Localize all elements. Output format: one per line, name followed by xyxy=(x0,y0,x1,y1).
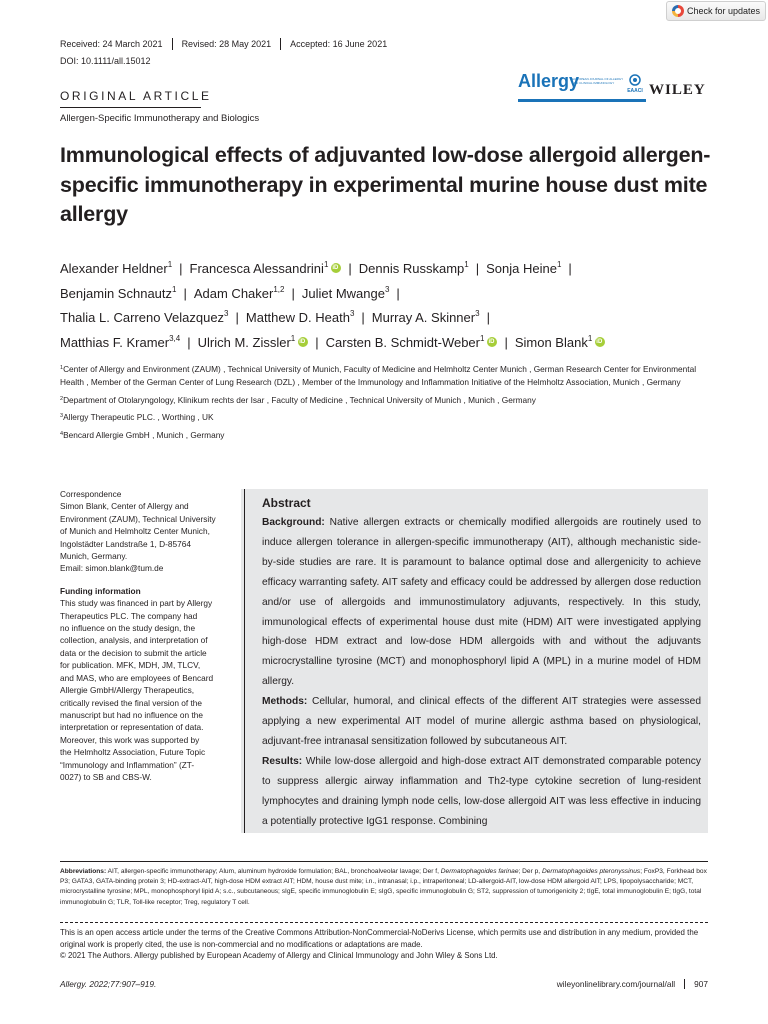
funding-line: for publication. MFK, MDH, JM, TLCV, xyxy=(60,660,201,671)
citation: Allergy. 2022;77:907–919. xyxy=(60,979,157,989)
author[interactable]: Benjamin Schnautz$^1$ xyxy=(60,284,177,301)
author[interactable]: Dennis Russkamp$^1$ xyxy=(358,260,469,276)
abbreviations: Abbreviations: AIT, allergen-specific immunotherapy; Alum, aluminum hydroxide formulation; BAL, bronchoalveolar lavage; Der f, Dermatophagoides farinae; Der p, Dermatophagoides pteronyssinus; FoxP3, Forkhead box P3; GATA3, GATA-binding protein 3; HD-extract-AIT, high-dose HDM extract AIT; HDM, house dust mite; i.n., intranasal; i.p., intraperitoneal; LD-allergoid-AIT, low-dose HDM allergoid AIT; LPS, lipopolysaccharide; MCT, microcrystalline tyrosine; MPL, monophosphoryl lipid A; s.c., subcutaneous; sIgE, specific immunoglobulin E; sIgG, specific immunoglobulin G; ST2, suppression of tumorigenicity 2; tIgE, total immunoglobulin E; tIgG, total immunoglobulin G; TLR, Toll-like receptor; Treg, regulatory T cell. xyxy=(60,868,707,906)
correspondence-heading: Correspondence xyxy=(60,489,122,499)
article-type: ORIGINAL ARTICLE xyxy=(60,89,212,103)
eaaci-logo-icon xyxy=(624,73,646,93)
funding-line: data or the decision to submit the article xyxy=(60,647,207,658)
affiliations xyxy=(60,363,720,446)
license-text[interactable]: This is an open access article under the terms of the Creative Commons Attribution-NonCommercial-NoDerivs License, which permits use and distribution in any medium, provided the original work is properly cited, the use is non-commercial and no modifications or adaptations are made. xyxy=(60,928,699,949)
author[interactable]: Juliet Mwange$^3$ xyxy=(301,284,390,301)
check-for-updates-label: Check for updates xyxy=(687,6,761,16)
author-list: Alexander Heldner$^1$ | Francesca Alessandrini$^1$iD | Dennis Russkamp$^1$ | Sonja Heine$^1$ | Benjamin Schnautz$^1$ | Adam Chaker$^{1,2}$ | Juliet Mwange$^3$ | Thalia L. Carreno Velazquez$^3$ | Matthew D. Heath$^3$ | Murray A. Skinner$^3$ | Matthias F. Kramer$^{3,4}$ | Ulrich M. Zissler$^1$iD | Carsten B. Schmidt-Weber$^1$iD | Simon Blank$^1$iD xyxy=(60,257,720,355)
abbreviations-label: Abbreviations: xyxy=(60,868,107,875)
doi[interactable]: DOI: 10.1111/all.15012 xyxy=(60,56,151,66)
background-label: Background: xyxy=(262,517,325,528)
logo-underline xyxy=(518,99,646,102)
author[interactable]: Alexander Heldner$^1$ xyxy=(60,260,173,276)
author[interactable]: Adam Chaker$^{1,2}$ xyxy=(193,284,285,301)
background-text: Native allergen extracts or chemically modified allergoids are routinely used to induce allergen tolerance in allergen-specific immunotherapy (AIT), although mechanistic side-by-side studies are rare. It is paramount to balance optimal dose and allergenicity to achieve efficacy warranting safety. AIT safety and efficacy could be addressed by allergen dose reduction and/or use of allergoids and immunostimulatory adjuvants, respectively. In this study, immunological effects of experimental house dust mite (HDM) AIT were investigated applying high-dose HDM extract and low-dose HDM allergoids with and without the adjuvants microcrystalline tyrosine (MCT) and monophosphoryl lipid A (MPL) in a murine model of HDM allergy. xyxy=(262,517,701,688)
journal-name: Allergy xyxy=(518,71,580,91)
funding-line: Allergie GmbH/Allergy Therapeutics, xyxy=(60,685,195,696)
crossmark-icon xyxy=(672,5,684,17)
orcid-icon[interactable] xyxy=(487,337,497,347)
journal-tagline: EUROPEAN JOURNAL OF ALLERGY AND CLINICAL IMMUNOLOGY xyxy=(572,77,624,85)
funding-line: Therapeutics PLC. The company had xyxy=(60,610,198,621)
funding-line: the Helmholtz Association, Future Topic xyxy=(60,747,206,758)
orcid-icon[interactable] xyxy=(595,337,605,347)
orcid-icon[interactable] xyxy=(298,337,308,347)
journal-url[interactable]: wileyonlinelibrary.com/journal/all xyxy=(556,979,676,989)
author[interactable]: Murray A. Skinner$^3$ xyxy=(371,309,480,325)
author[interactable]: Matthias F. Kramer$^{3,4}$ xyxy=(60,333,181,350)
orcid-icon[interactable] xyxy=(331,263,341,273)
author[interactable]: Ulrich M. Zissler$^1$iD xyxy=(198,335,309,350)
author[interactable]: Sonja Heine$^1$ xyxy=(486,260,562,276)
correspondence-line: Environment (ZAUM), Technical University xyxy=(60,513,216,524)
accepted-date: Accepted: 16 June 2021 xyxy=(280,38,396,50)
check-for-updates-button[interactable] xyxy=(666,1,766,21)
allergy-journal-logo xyxy=(518,69,646,99)
funding-line: “Immunology and Inflammation” (ZT- xyxy=(60,759,195,770)
author[interactable]: Simon Blank$^1$iD xyxy=(515,335,605,350)
correspondence-line: Ingolstädter Landstraße 1, D-85764 xyxy=(60,538,191,549)
affiliation: $^3$Allergy Therapeutic PLC. , Worthing , UK xyxy=(60,412,214,422)
eaaci-label: EAACI xyxy=(627,88,643,93)
affiliation: $^2$Department of Otolaryngology, Klinikum rechts der Isar , Faculty of Medicine , Technical University of Munich , Munich , Germany xyxy=(60,394,536,405)
methods-label: Methods: xyxy=(262,696,308,708)
funding-line: and MAS, who are employees of Bencard xyxy=(60,672,214,683)
methods-text: Cellular, humoral, and clinical effects of the different AIT strategies were assessed applying a new experimental AIT model of murine allergic asthma based on physiological, adjuvant-free intranasal sensitization followed by subcutaneous AIT. xyxy=(262,696,701,747)
funding-line: interpretation or representation of data. xyxy=(60,722,204,733)
correspondence-line: of Munich and Helmholtz Center Munich, xyxy=(60,526,210,537)
results-label: Results: xyxy=(262,755,303,767)
correspondence-line: Simon Blank, Center of Allergy and xyxy=(60,501,189,512)
revised-date: Revised: 28 May 2021 xyxy=(172,38,281,50)
article-type-rule xyxy=(60,107,201,108)
funding-heading: Funding information xyxy=(60,585,141,596)
correspondence-email[interactable]: Email: simon.blank@tum.de xyxy=(60,563,164,574)
abstract-box xyxy=(241,489,708,833)
funding-line: critically revised the final version of the xyxy=(60,697,203,708)
article-section: Allergen-Specific Immunotherapy and Biologics xyxy=(60,113,260,124)
funding-line: no influence on the study design, the xyxy=(60,623,196,634)
funding-line: manuscript but had no influence on the xyxy=(60,709,203,720)
publisher-logo: WILEY xyxy=(649,82,706,98)
sidebar-notes xyxy=(60,488,238,783)
author[interactable]: Francesca Alessandrini$^1$iD xyxy=(190,261,342,276)
abstract-heading: Abstract xyxy=(262,496,311,510)
received-date: Received: 24 March 2021 xyxy=(60,39,163,49)
affiliation: $^4$Bencard Allergie GmbH , Munich , Germany xyxy=(60,429,225,440)
author[interactable]: Matthew D. Heath$^3$ xyxy=(245,309,355,325)
abstract-text xyxy=(262,513,701,832)
author[interactable]: Thalia L. Carreno Velazquez$^3$ xyxy=(60,309,229,325)
funding-line: This study was financed in part by Allergy xyxy=(60,598,213,609)
correspondence-line: Munich, Germany. xyxy=(60,551,128,562)
copyright-text: © 2021 The Authors. Allergy published by European Academy of Allergy and Clinical Immunology and John Wiley & Sons Ltd. xyxy=(60,951,498,960)
page-number: 907 xyxy=(684,979,708,989)
abstract-rule xyxy=(244,489,245,833)
article-dates xyxy=(60,38,396,50)
article-title: Immunological effects of adjuvanted low-dose allergoid allergen-specific immunotherapy in experimental murine house dust mite allergy xyxy=(60,143,711,226)
license-rule xyxy=(60,922,708,923)
funding-line: collection, analysis, and interpretation of xyxy=(60,635,208,646)
funding-line: Moreover, this work was supported by xyxy=(60,734,200,745)
results-text: While low-dose allergoid and high-dose extract AIT demonstrated comparable potency to suppress allergic airway inflammation and Th2-type cytokine secretion of lung-resident lymphocytes and draining lymph node cells, low-dose allergoid AIT was less effective in inducing a potentially protective IgG1 response. Combining xyxy=(262,755,701,827)
affiliation: $^1$Center of Allergy and Environment (ZAUM) , Technical University of Munich, Faculty of Medicine and Helmholtz Center Munich , German Research Center for Environmental Health , Member of the German Center of Lung Research (DZL) , Member of the Immunology and Inflammation Initiative of the Helmholtz Association, Munich , Germany xyxy=(60,364,697,387)
author[interactable]: Carsten B. Schmidt-Weber$^1$iD xyxy=(326,335,498,350)
funding-line: 0027) to SB and CBS-W. xyxy=(60,771,152,782)
license-notice xyxy=(60,927,708,962)
abbreviations-rule xyxy=(60,861,708,862)
